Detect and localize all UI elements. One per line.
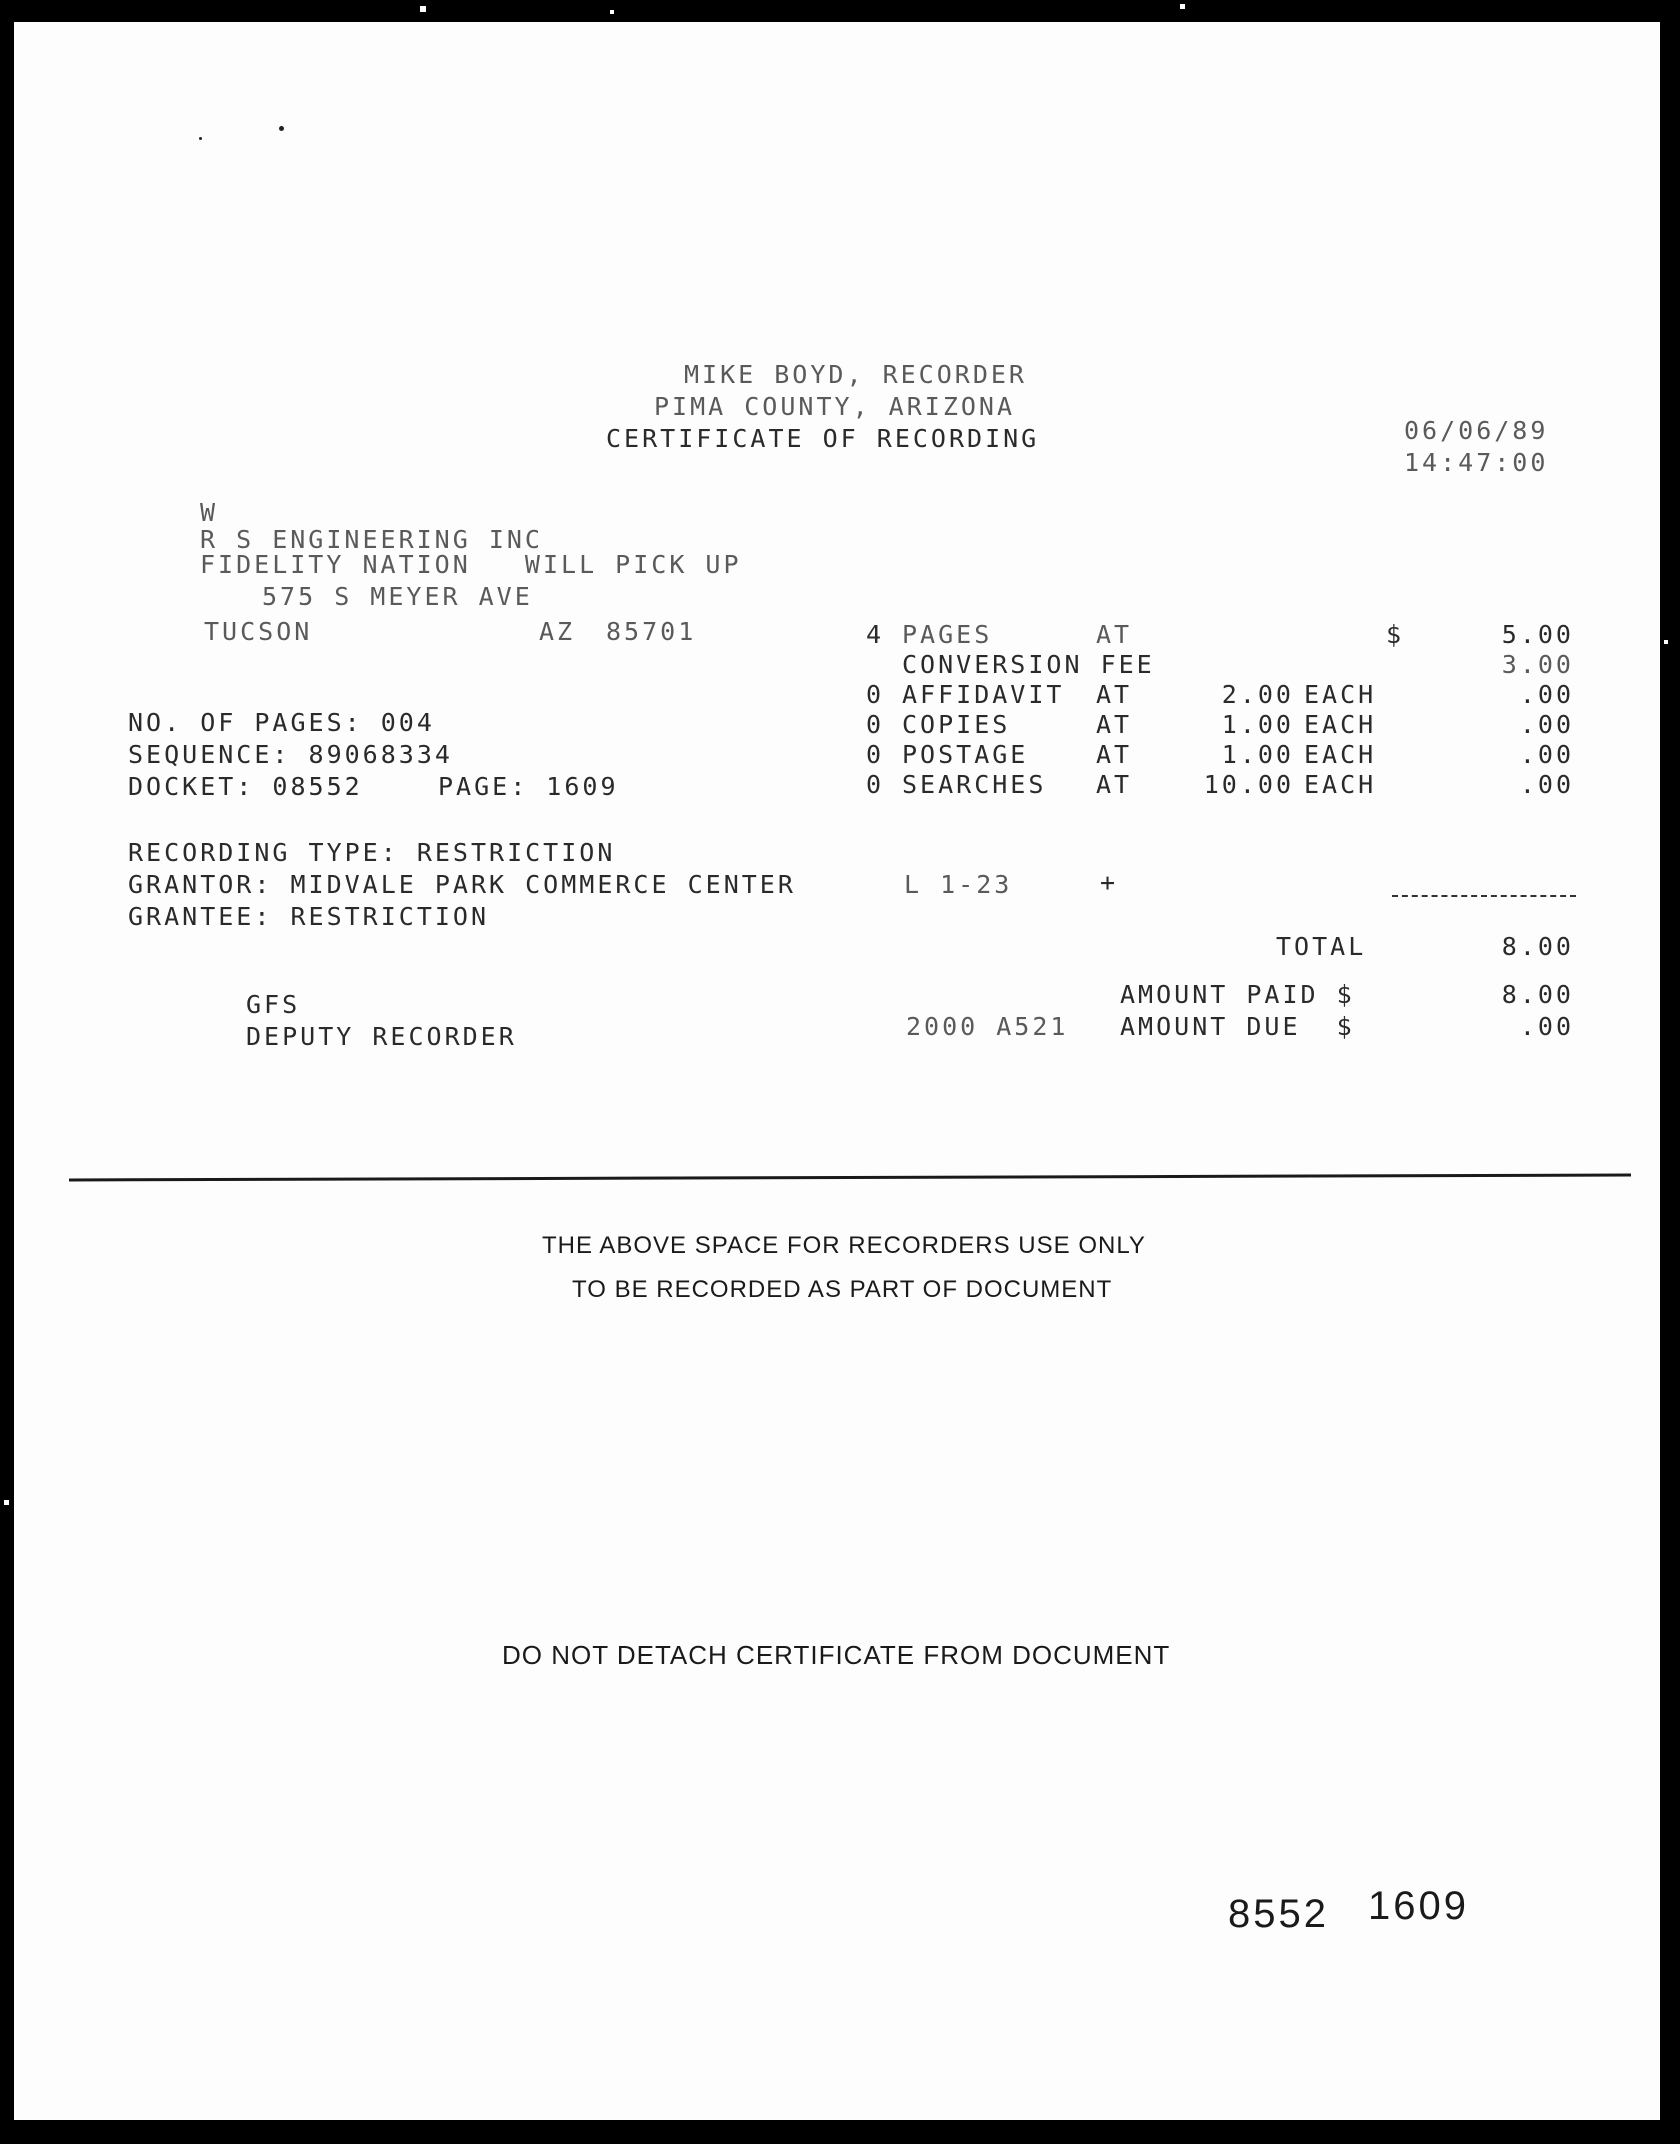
deputy-title: DEPUTY RECORDER [246, 1022, 517, 1051]
docket-number: DOCKET: 08552 [128, 772, 363, 801]
fee-amount: .00 [1519, 680, 1574, 709]
scan-noise [4, 1500, 9, 1505]
deputy-initials: GFS [246, 990, 301, 1019]
fee-amount: .00 [1519, 740, 1574, 769]
fee-at: AT [1096, 710, 1133, 739]
address-line-1: R S ENGINEERING INC [200, 525, 543, 554]
stray-mark [199, 137, 202, 140]
fee-qty: 0 [866, 740, 885, 769]
fee-qty: 0 [866, 680, 885, 709]
recorder-use-note: THE ABOVE SPACE FOR RECORDERS USE ONLY [542, 1232, 1146, 1259]
fee-at: AT [1096, 680, 1133, 709]
fee-item: COPIES [902, 710, 1011, 739]
grantor-reference: L 1-23 [904, 870, 1013, 899]
fee-qty: 4 [866, 620, 885, 649]
fee-each: EACH [1304, 710, 1377, 739]
number-of-pages: NO. OF PAGES: 004 [128, 708, 435, 737]
fee-each: EACH [1304, 740, 1377, 769]
stray-mark [279, 126, 284, 131]
fee-at: AT [1096, 740, 1133, 769]
amount-paid-label: AMOUNT PAID $ [1120, 980, 1355, 1009]
county-name: PIMA COUNTY, ARIZONA [654, 392, 1016, 421]
record-as-part-note: TO BE RECORDED AS PART OF DOCUMENT [572, 1276, 1113, 1303]
fee-at: AT [1096, 770, 1133, 799]
fee-rate: 2.00 [1221, 680, 1294, 709]
fee-item: SEARCHES [902, 770, 1047, 799]
fee-amount: .00 [1519, 770, 1574, 799]
grantee: GRANTEE: RESTRICTION [128, 902, 490, 931]
total-amount: 8.00 [1501, 932, 1574, 961]
certificate-page [14, 22, 1660, 2120]
scan-noise [1664, 640, 1668, 644]
fee-item: CONVERSION FEE [902, 650, 1155, 679]
address-line-2: FIDELITY NATION WILL PICK UP [200, 550, 742, 579]
sequence-number: SEQUENCE: 89068334 [128, 740, 453, 769]
total-label: TOTAL [1276, 932, 1367, 961]
fee-amount: 5.00 [1501, 620, 1574, 649]
recorder-name: MIKE BOYD, RECORDER [684, 360, 1027, 389]
recording-type: RECORDING TYPE: RESTRICTION [128, 838, 616, 867]
address-city: TUCSON [204, 617, 313, 646]
fee-each: EACH [1304, 680, 1377, 709]
fee-amount: .00 [1519, 710, 1574, 739]
record-time: 14:47:00 [1404, 448, 1549, 477]
fee-amount: 3.00 [1501, 650, 1574, 679]
certificate-title: CERTIFICATE OF RECORDING [606, 424, 1040, 453]
amount-paid: 8.00 [1501, 980, 1574, 1009]
grantor: GRANTOR: MIDVALE PARK COMMERCE CENTER [128, 870, 796, 899]
do-not-detach-note: DO NOT DETACH CERTIFICATE FROM DOCUMENT [502, 1640, 1171, 1670]
fee-item: PAGES [902, 620, 993, 649]
total-divider [1392, 895, 1576, 897]
terminal-id: 2000 A521 [906, 1012, 1069, 1041]
fee-at: AT [1096, 620, 1133, 649]
grantor-mark: + [1100, 868, 1119, 897]
scan-noise [420, 6, 426, 12]
address-code: W [200, 498, 219, 527]
address-zip: 85701 [606, 617, 697, 646]
fee-rate: 1.00 [1221, 710, 1294, 739]
amount-due-label: AMOUNT DUE $ [1120, 1012, 1355, 1041]
fee-item: AFFIDAVIT [902, 680, 1065, 709]
page-stamp: 1609 [1368, 1884, 1469, 1928]
scan-noise [1180, 4, 1185, 9]
fee-qty: 0 [866, 710, 885, 739]
scan-noise [610, 10, 614, 14]
record-date: 06/06/89 [1404, 416, 1549, 445]
dollar-sign: $ [1386, 620, 1405, 649]
fee-each: EACH [1304, 770, 1377, 799]
recorder-space-divider [69, 1174, 1631, 1182]
address-state: AZ [539, 617, 576, 646]
fee-item: POSTAGE [902, 740, 1029, 769]
fee-rate: 10.00 [1203, 770, 1294, 799]
page-number: PAGE: 1609 [438, 772, 619, 801]
fee-qty: 0 [866, 770, 885, 799]
amount-due: .00 [1519, 1012, 1574, 1041]
address-line-3: 575 S MEYER AVE [262, 582, 533, 611]
fee-rate: 1.00 [1221, 740, 1294, 769]
docket-stamp: 8552 [1228, 1892, 1329, 1936]
